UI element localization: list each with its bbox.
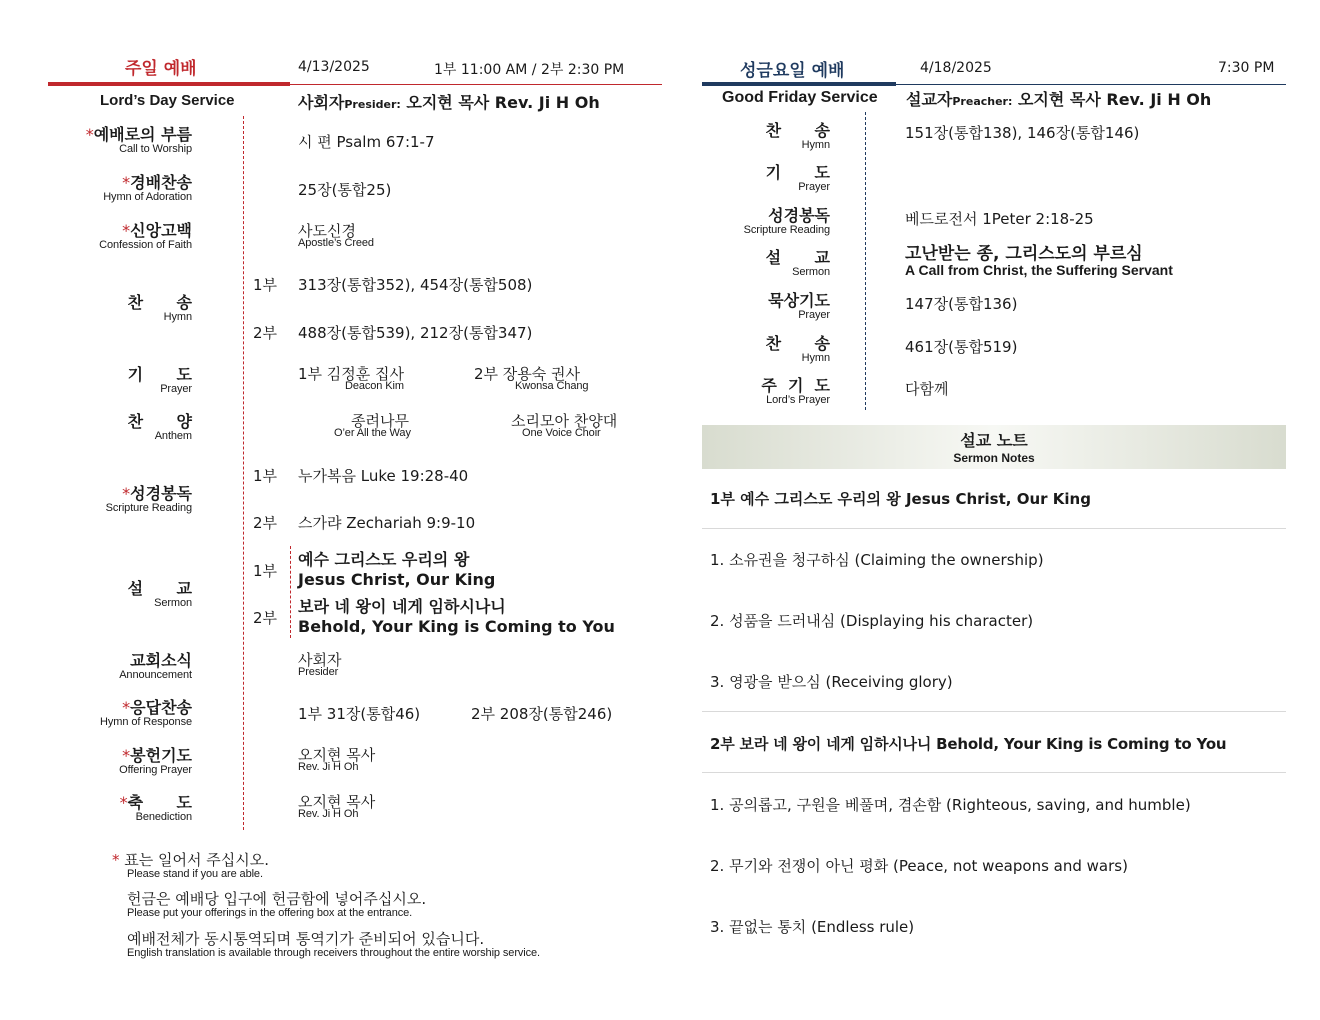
footnote-stand-en: Please stand if you are able. [127, 868, 263, 880]
label-hymn-of-response: *응답찬송 Hymn of Response [100, 698, 192, 728]
sermon-title-2-en: Behold, Your King is Coming to You [298, 617, 615, 636]
content-announcement-en: Presider [298, 666, 339, 678]
content-confession-en: Apostle’s Creed [298, 237, 374, 249]
sermon-service-2: 2부 [253, 609, 278, 627]
label-confession-of-faith: *신앙고백 Confession of Faith [99, 221, 192, 251]
content-confession: 사도신경 [298, 222, 356, 240]
content-hymn-1: 313장(통합352), 454장(통합508) [298, 276, 533, 294]
fri-sermon-title-en: A Call from Christ, the Suffering Servant [905, 262, 1173, 278]
content-hymn-2: 488장(통합539), 212장(통합347) [298, 324, 533, 342]
scripture-service-1: 1부 [253, 467, 278, 485]
label-call-to-worship: *예배로의 부름 Call to Worship [85, 125, 192, 155]
label-benediction: *축 도 Benediction [119, 793, 192, 823]
content-announcement: 사회자 [298, 651, 342, 669]
sunday-subtitle: Lord’s Day Service [100, 92, 235, 109]
presider-label: 사회자 [298, 93, 345, 112]
preacher-name: 오지현 목사 Rev. Ji H Oh [1017, 90, 1212, 109]
required-star: * [85, 125, 94, 144]
label-scripture-reading: *성경봉독 Scripture Reading [105, 484, 192, 514]
friday-preacher [906, 87, 1211, 110]
notes-point: 2. 성품을 드러내심 (Displaying his character) [710, 612, 1034, 630]
fri-label-scripture: 성경봉독 Scripture Reading [743, 206, 830, 236]
fri-label-prayer: 기 도 Prayer [765, 163, 830, 193]
fri-label-sermon: 설 교 Sermon [765, 248, 830, 278]
friday-accent-bar [702, 82, 896, 86]
content-offering: 오지현 목사 [298, 746, 376, 764]
footnote-translation: 예배전체가 동시통역되며 통역기가 준비되어 있습니다. [127, 930, 485, 948]
preacher-label: 설교자 [906, 90, 953, 109]
friday-time: 7:30 PM [1218, 60, 1275, 76]
content-scripture-2: 스가랴 Zechariah 9:9-10 [298, 514, 476, 532]
prayer-2-en: Kwonsa Chang [515, 380, 589, 392]
footnote-stand: * 표는 일어서 주십시오. [112, 851, 269, 869]
content-call: 시 편 Psalm 67:1-7 [298, 133, 435, 151]
sunday-times: 1부 11:00 AM / 2부 2:30 PM [434, 62, 625, 78]
prayer-1: 1부 김정훈 집사 [298, 365, 405, 383]
fri-content-meditation: 147장(통합136) [905, 295, 1018, 313]
notes-part-1: 1부 예수 그리스도 우리의 왕 Jesus Christ, Our King [710, 490, 1091, 508]
anthem-choir-en: One Voice Choir [522, 427, 601, 439]
footnote-offering: 헌금은 예배당 입구에 헌금함에 넣어주십시오. [127, 890, 427, 908]
scripture-service-2: 2부 [253, 514, 278, 532]
sermon-title-1-en: Jesus Christ, Our King [298, 570, 496, 589]
sunday-header-rule [290, 84, 662, 85]
sermon-title-2: 보라 네 왕이 네게 임하시나니 [298, 597, 506, 616]
notes-point: 3. 끝없는 통치 (Endless rule) [710, 918, 915, 936]
notes-divider [702, 528, 1286, 529]
anthem-title-en: O’er All the Way [334, 427, 411, 439]
presider-label-en: Presider: [344, 98, 401, 111]
content-benediction-en: Rev. Ji H Oh [298, 808, 359, 820]
label-announcement: 교회소식 Announcement [119, 651, 192, 681]
fri-label-lords-prayer: 주 기 도 Lord’s Prayer [761, 376, 830, 406]
fri-content-hymn-2: 461장(통합519) [905, 338, 1018, 356]
sunday-accent-bar [48, 82, 290, 86]
fri-label-meditation: 묵상기도 Prayer [768, 291, 830, 321]
footnote-translation-en: English translation is available through receivers throughout the entire worship service. [127, 947, 540, 959]
preacher-label-en: Preacher: [952, 95, 1013, 108]
footnote-offering-en: Please put your offerings in the offering box at the entrance. [127, 907, 413, 919]
sermon-title-1: 예수 그리스도 우리의 왕 [298, 550, 470, 569]
friday-subtitle: Good Friday Service [722, 89, 878, 106]
fri-label-hymn-1: 찬 송 Hymn [765, 121, 830, 151]
notes-point: 1. 공의롭고, 구원을 베풀며, 겸손함 (Righteous, saving, and humble) [710, 796, 1191, 814]
prayer-1-en: Deacon Kim [345, 380, 404, 392]
fri-content-lords-prayer: 다함께 [905, 380, 949, 398]
prayer-2: 2부 장용숙 권사 [474, 365, 581, 383]
label-sermon: 설 교 Sermon [127, 579, 192, 609]
fri-content-hymn-1: 151장(통합138), 146장(통합146) [905, 124, 1140, 142]
notes-point: 1. 소유권을 청구하심 (Claiming the ownership) [710, 551, 1044, 569]
fri-content-scripture: 베드로전서 1Peter 2:18-25 [905, 210, 1094, 228]
content-response-1: 1부 31장(통합46) [298, 705, 421, 723]
hymn-service-2: 2부 [253, 324, 278, 342]
label-offering-prayer: *봉헌기도 Offering Prayer [119, 746, 192, 776]
friday-date: 4/18/2025 [920, 60, 992, 76]
sermon-notes-title: 설교 노트 [960, 431, 1028, 450]
notes-point: 3. 영광을 받으심 (Receiving glory) [710, 673, 953, 691]
notes-part-2: 2부 보라 네 왕이 네게 임하시나니 Behold, Your King is Coming to You [710, 735, 1227, 753]
label-prayer: 기 도 Prayer [127, 365, 192, 395]
sunday-divider [243, 116, 244, 830]
content-offering-en: Rev. Ji H Oh [298, 761, 359, 773]
label-hymn: 찬 송 Hymn [127, 293, 192, 323]
notes-divider [702, 711, 1286, 712]
anthem-choir: 소리모아 찬양대 [511, 412, 618, 430]
label-anthem: 찬 양 Anthem [127, 412, 192, 442]
fri-sermon-title: 고난받는 종, 그리스도의 부르심 [905, 244, 1143, 264]
content-response-2: 2부 208장(통합246) [471, 705, 613, 723]
content-scripture-1: 누가복음 Luke 19:28-40 [298, 467, 469, 485]
sermon-notes-header [702, 425, 1286, 469]
friday-divider [865, 112, 866, 410]
label-hymn-of-adoration: *경배찬송 Hymn of Adoration [103, 173, 192, 203]
sermon-divider [290, 546, 291, 638]
sunday-title: 주일 예배 [125, 59, 197, 79]
sermon-notes-title-en: Sermon Notes [953, 451, 1035, 465]
friday-header-rule [896, 84, 1286, 85]
fri-label-hymn-2: 찬 송 Hymn [765, 334, 830, 364]
sunday-date: 4/13/2025 [298, 59, 370, 75]
sunday-presider [298, 90, 600, 113]
friday-title: 성금요일 예배 [740, 61, 845, 81]
sermon-service-1: 1부 [253, 562, 278, 580]
notes-divider [702, 772, 1286, 773]
content-benediction: 오지현 목사 [298, 793, 376, 811]
content-adoration: 25장(통합25) [298, 181, 392, 199]
notes-point: 2. 무기와 전쟁이 아닌 평화 (Peace, not weapons and wars) [710, 857, 1128, 875]
hymn-service-1: 1부 [253, 276, 278, 294]
anthem-title: 종려나무 [351, 412, 409, 430]
presider-name: 오지현 목사 Rev. Ji H Oh [406, 93, 600, 112]
